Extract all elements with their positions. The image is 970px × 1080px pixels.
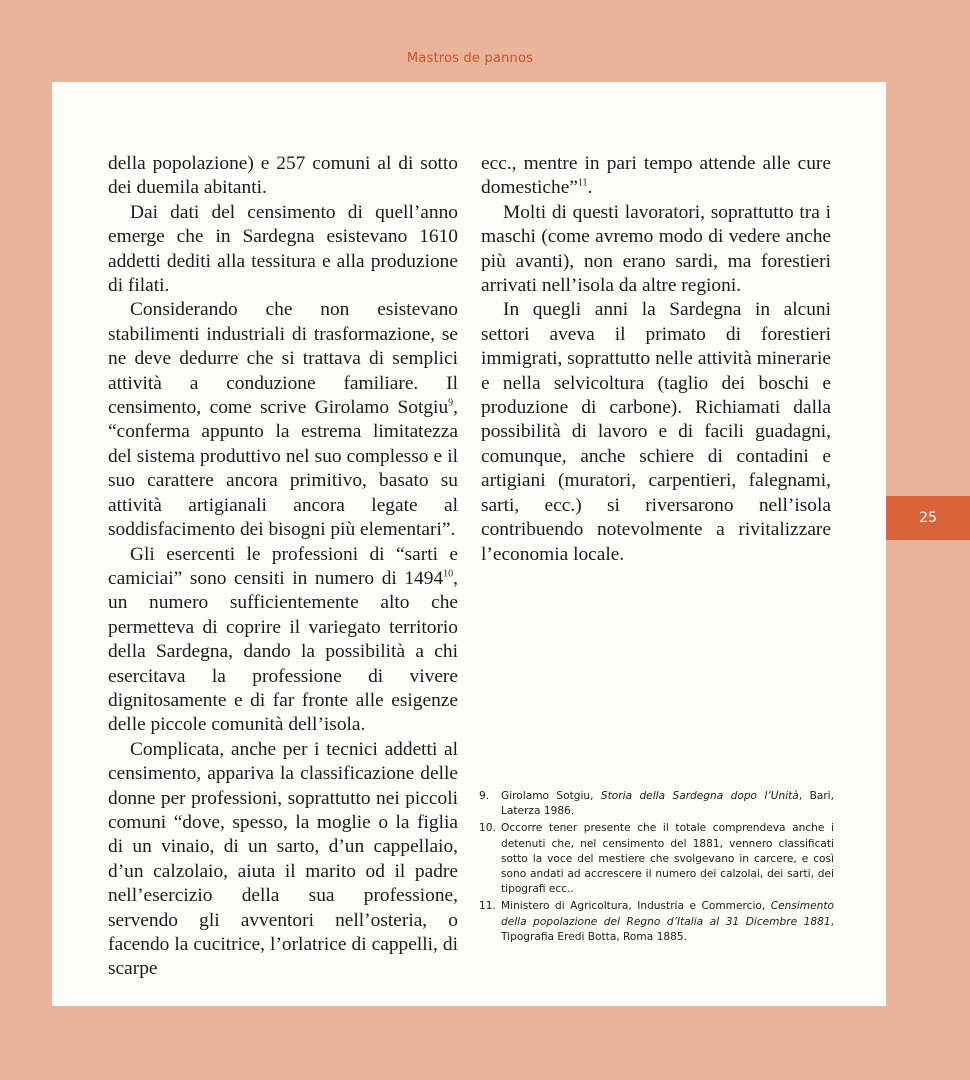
footnote-title: Storia della Sardegna dopo l’Unità <box>600 790 799 802</box>
paragraph-text: , “conferma appunto la estrema limitatezza del sistema produttivo nel suo complesso e il suo carattere ancora primitivo, basato su attività artigianali ancora legate al soddisfacimento dei bisogni più elementari”. <box>108 397 458 541</box>
footnote-number: 9. <box>479 790 490 802</box>
footnote <box>479 789 834 819</box>
footnote-ref: 10 <box>443 568 454 580</box>
footnote-text <box>501 789 834 819</box>
right-text-column <box>481 152 831 567</box>
footnote <box>479 821 834 897</box>
paragraph-text: ecc., mentre in pari tempo attende alle cure domestiche” <box>481 153 831 199</box>
footnote-number: 11. <box>479 900 496 913</box>
paragraph <box>108 298 458 542</box>
footnote-text-part: , Tipografia Eredi Botta, Roma 1885. <box>501 915 834 943</box>
footnote-text-part: Occorre tener presente che il totale comprendeva anche i detenuti che, nel censimento del 1881, vennero classificati sotto la voce del mestiere che svolgevano in carcere, e così sono andati ad accrescere il numero dei calzolai, dei sarti, dei tipografi ecc.. <box>501 822 834 896</box>
footnote-text <box>501 821 834 897</box>
footnote <box>479 899 834 945</box>
paragraph-text: . <box>587 177 593 199</box>
paragraph <box>108 738 458 982</box>
footnote-title: Censimento della popolazione del Regno d’Italia al 31 Dicembre 1881 <box>501 900 834 928</box>
paragraph-text: , un numero sufficientemente alto che permetteva di coprire il variegato territorio della Sardegna, dando la possibilità a chi esercitava la professione di vivere dignitosamente e di far fronte alle esigenze delle piccole comunità dell’isola. <box>108 567 458 736</box>
paragraph-text: Complicata, anche per i tecnici addetti al censimento, appariva la classificazione delle donne per professioni, soprattutto nei piccoli comuni “dove, spesso, la moglie o la figlia di un vinaio, di un sarto, d’un cappellaio, d’un calzolaio, aiuta il marito od il padre nell’esercizio della sua professione, servendo gli avventori nell’osteria, o facendo la cucitrice, l’orlatrice di cappelli, di scarpe <box>108 738 458 980</box>
footnote-text <box>501 899 834 945</box>
paragraph <box>481 201 831 299</box>
paragraph <box>481 152 831 201</box>
paragraph-text: Molti di questi lavoratori, soprattutto tra i maschi (come avremo modo di vedere anche più avanti), non erano sardi, ma forestieri arrivati nell’isola da altre regioni. <box>481 201 831 297</box>
left-text-column <box>108 152 458 982</box>
paragraph <box>108 152 458 201</box>
page-number-tab <box>886 496 970 540</box>
paragraph-text: Gli esercenti le professioni di “sarti e camiciai” sono censiti in numero di 1494 <box>108 543 458 589</box>
footnote-number: 10. <box>479 822 496 835</box>
paragraph-text: della popolazione) e 257 comuni al di sotto dei duemila abitanti. <box>108 153 458 199</box>
paragraph-text: Dai dati del censimento di quell’anno emerge che in Sardegna esistevano 1610 addetti dediti alla tessitura e alla produzione di filati. <box>108 201 458 297</box>
paragraph <box>108 543 458 738</box>
paragraph-text: Considerando che non esistevano stabilimenti industriali di trasformazione, se ne deve dedurre che si trattava di semplici attività a conduzione familiare. Il censimento, come scrive Girolamo Sotgiu <box>108 299 458 419</box>
paragraph <box>481 298 831 566</box>
footnote-text-part: , Bari, Laterza 1986. <box>501 790 834 818</box>
footnote-ref: 11 <box>577 177 588 189</box>
footnote-text-part: Ministero di Agricoltura, Industria e Commercio, <box>501 900 771 913</box>
footnote-ref: 9 <box>448 397 454 409</box>
page-number: 25 <box>919 510 937 526</box>
book-page <box>52 82 886 1006</box>
running-head: Mastros de pannos <box>406 51 534 66</box>
paragraph <box>108 201 458 299</box>
paragraph-text: In quegli anni la Sardegna in alcuni settori aveva il primato di forestieri immigrati, soprattutto nelle attività minerarie e nella selvicoltura (taglio dei boschi e produzione di carbone). Richiamati dalla possibilità di lavoro e di facili guadagni, comunque, anche schiere di contadini e artigiani (muratori, carpentieri, falegnami, sarti, ecc.) si riversarono nell’isola contribuendo notevolmente a rivitalizzare l’economia locale. <box>481 299 831 565</box>
footnotes <box>479 789 834 947</box>
footnote-text-part: Girolamo Sotgiu, <box>501 790 601 802</box>
